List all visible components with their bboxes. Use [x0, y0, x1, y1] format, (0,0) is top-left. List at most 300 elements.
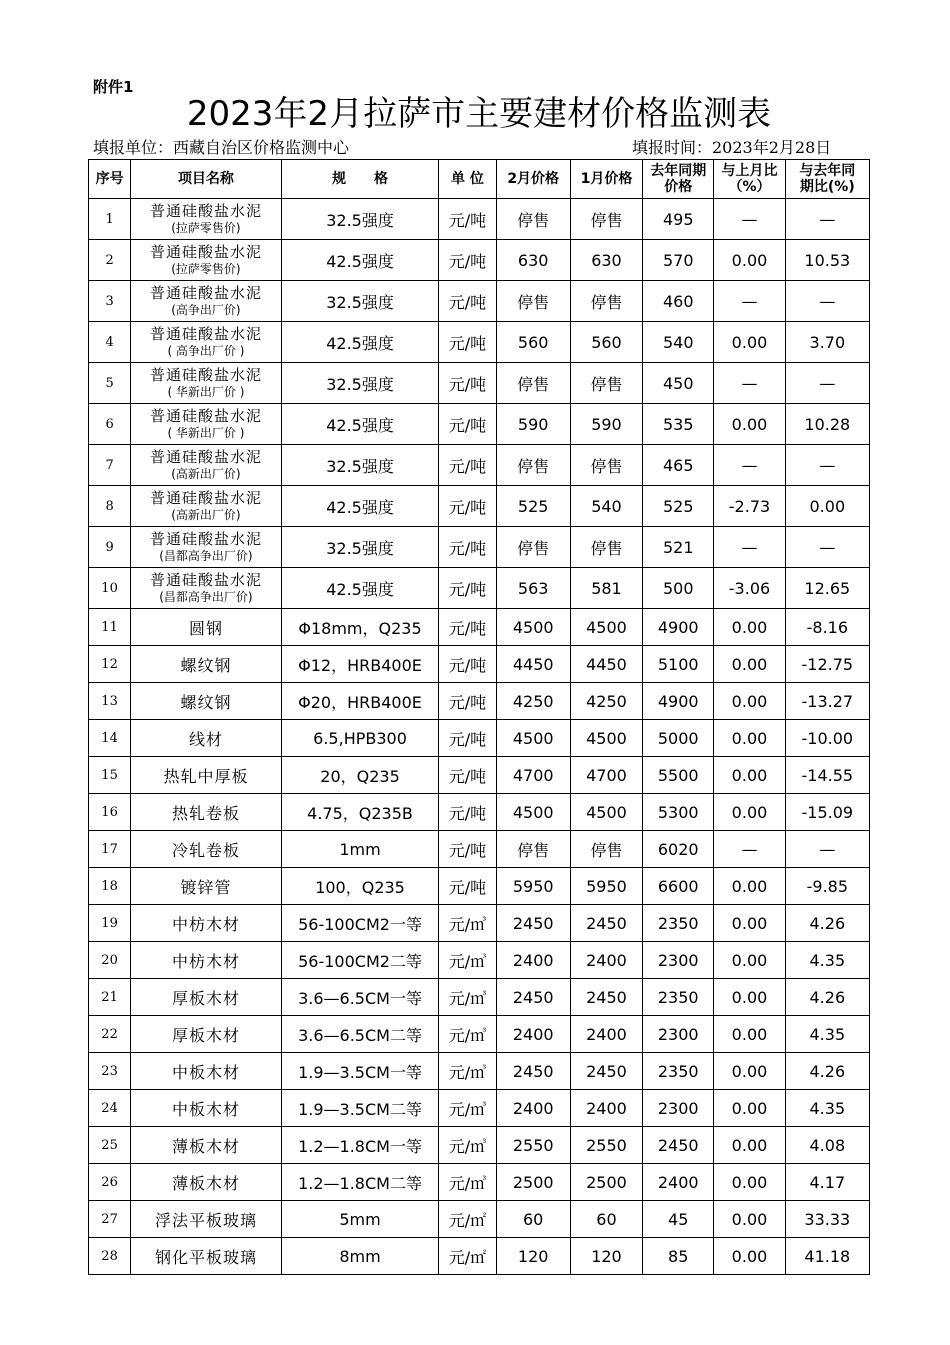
- yoy-cell: —: [785, 363, 869, 404]
- spec-cell: 56-100CM2一等: [281, 905, 439, 942]
- yoy-cell: 41.18: [785, 1238, 869, 1275]
- row-number: 6: [89, 404, 131, 445]
- table-row: [89, 527, 870, 568]
- row-number: 22: [89, 1016, 131, 1053]
- jan-price-cell: 2400: [570, 1090, 642, 1127]
- item-price-type: ( 高争出厂价 ): [167, 344, 245, 358]
- yoy-cell: —: [785, 199, 869, 240]
- header-unit: 单 位: [439, 160, 496, 199]
- item-name: 普通硅酸盐水泥: [149, 325, 262, 343]
- mom-cell: —: [714, 445, 785, 486]
- jan-price-cell: 4700: [570, 757, 642, 794]
- item-name-cell: 镀锌管: [131, 868, 282, 905]
- unit-cell: 元/吨: [439, 609, 496, 646]
- header-no: 序号: [89, 160, 131, 199]
- row-number: 12: [89, 646, 131, 683]
- jan-price-cell: 停售: [570, 199, 642, 240]
- spec-cell: 100，Q235: [281, 868, 439, 905]
- header-mom: [714, 160, 785, 199]
- mom-cell: 0.00: [714, 1127, 785, 1164]
- jan-price-cell: 581: [570, 568, 642, 609]
- header-yoy: [785, 160, 869, 199]
- table-row: [89, 868, 870, 905]
- table-row: [89, 404, 870, 445]
- header-yoy-line2: 期比(%): [799, 179, 855, 195]
- mom-cell: —: [714, 281, 785, 322]
- unit-cell: 元/㎥: [439, 1016, 496, 1053]
- yoy-cell: -12.75: [785, 646, 869, 683]
- lastyear-price-cell: 2300: [643, 942, 714, 979]
- spec-cell: 42.5强度: [281, 240, 439, 281]
- spec-cell: 1mm: [281, 831, 439, 868]
- yoy-cell: -8.16: [785, 609, 869, 646]
- jan-price-cell: 2450: [570, 1053, 642, 1090]
- item-name-cell: 中枋木材: [131, 905, 282, 942]
- item-name-cell: [131, 527, 282, 568]
- yoy-cell: 3.70: [785, 322, 869, 363]
- jan-price-cell: 60: [570, 1201, 642, 1238]
- yoy-cell: 4.35: [785, 1016, 869, 1053]
- yoy-cell: -10.00: [785, 720, 869, 757]
- item-price-type: (高争出厂价): [171, 303, 241, 317]
- item-name-cell: 厚板木材: [131, 979, 282, 1016]
- table-row: [89, 1164, 870, 1201]
- feb-price-cell: 2400: [496, 1090, 570, 1127]
- yoy-cell: 10.53: [785, 240, 869, 281]
- item-name: 普通硅酸盐水泥: [149, 571, 262, 589]
- spec-cell: 42.5强度: [281, 322, 439, 363]
- mom-cell: 0.00: [714, 942, 785, 979]
- lastyear-price-cell: 570: [643, 240, 714, 281]
- feb-price-cell: 2550: [496, 1127, 570, 1164]
- lastyear-price-cell: 4900: [643, 609, 714, 646]
- item-name-cell: 厚板木材: [131, 1016, 282, 1053]
- unit-cell: 元/吨: [439, 646, 496, 683]
- jan-price-cell: 540: [570, 486, 642, 527]
- spec-cell: 8mm: [281, 1238, 439, 1275]
- row-number: 26: [89, 1164, 131, 1201]
- feb-price-cell: 停售: [496, 281, 570, 322]
- item-name-cell: 中枋木材: [131, 942, 282, 979]
- item-name-cell: 热轧卷板: [131, 794, 282, 831]
- spec-cell: Φ20，HRB400E: [281, 683, 439, 720]
- yoy-cell: —: [785, 831, 869, 868]
- jan-price-cell: 2400: [570, 942, 642, 979]
- unit-cell: 元/㎡: [439, 1201, 496, 1238]
- row-number: 7: [89, 445, 131, 486]
- feb-price-cell: 停售: [496, 831, 570, 868]
- mom-cell: -2.73: [714, 486, 785, 527]
- table-row: [89, 486, 870, 527]
- filing-unit: 填报单位：西藏自治区价格监测中心: [93, 138, 350, 157]
- yoy-cell: 4.35: [785, 942, 869, 979]
- mom-cell: 0.00: [714, 1238, 785, 1275]
- lastyear-price-cell: 2400: [643, 1164, 714, 1201]
- item-name-cell: 螺纹钢: [131, 646, 282, 683]
- mom-cell: 0.00: [714, 720, 785, 757]
- yoy-cell: -13.27: [785, 683, 869, 720]
- lastyear-price-cell: 500: [643, 568, 714, 609]
- row-number: 1: [89, 199, 131, 240]
- jan-price-cell: 590: [570, 404, 642, 445]
- feb-price-cell: 2450: [496, 1053, 570, 1090]
- item-price-type: (昌都高争出厂价): [159, 549, 253, 563]
- lastyear-price-cell: 2300: [643, 1016, 714, 1053]
- jan-price-cell: 停售: [570, 281, 642, 322]
- unit-cell: 元/吨: [439, 720, 496, 757]
- row-number: 18: [89, 868, 131, 905]
- unit-cell: 元/㎡: [439, 1238, 496, 1275]
- mom-cell: 0.00: [714, 1016, 785, 1053]
- spec-cell: 1.2—1.8CM一等: [281, 1127, 439, 1164]
- spec-cell: 5mm: [281, 1201, 439, 1238]
- lastyear-price-cell: 525: [643, 486, 714, 527]
- jan-price-cell: 停售: [570, 445, 642, 486]
- table-row: [89, 905, 870, 942]
- item-name-cell: [131, 445, 282, 486]
- lastyear-price-cell: 521: [643, 527, 714, 568]
- mom-cell: 0.00: [714, 683, 785, 720]
- mom-cell: 0.00: [714, 1164, 785, 1201]
- header-spec: 规 格: [281, 160, 439, 199]
- yoy-cell: -14.55: [785, 757, 869, 794]
- table-row: [89, 1127, 870, 1164]
- yoy-cell: 4.26: [785, 1053, 869, 1090]
- unit-cell: 元/吨: [439, 281, 496, 322]
- item-name: 普通硅酸盐水泥: [149, 407, 262, 425]
- feb-price-cell: 590: [496, 404, 570, 445]
- mom-cell: 0.00: [714, 322, 785, 363]
- item-price-type: (拉萨零售价): [171, 221, 241, 235]
- jan-price-cell: 2550: [570, 1127, 642, 1164]
- row-number: 13: [89, 683, 131, 720]
- lastyear-price-cell: 2350: [643, 905, 714, 942]
- attachment-label: 附件1: [93, 78, 134, 96]
- item-name: 普通硅酸盐水泥: [149, 366, 262, 384]
- price-table: [88, 159, 870, 1275]
- lastyear-price-cell: 45: [643, 1201, 714, 1238]
- lastyear-price-cell: 6600: [643, 868, 714, 905]
- yoy-cell: —: [785, 445, 869, 486]
- yoy-cell: 4.26: [785, 905, 869, 942]
- jan-price-cell: 4500: [570, 609, 642, 646]
- yoy-cell: 4.17: [785, 1164, 869, 1201]
- spec-cell: 32.5强度: [281, 527, 439, 568]
- table-row: [89, 240, 870, 281]
- mom-cell: 0.00: [714, 646, 785, 683]
- table-row: [89, 831, 870, 868]
- unit-cell: 元/㎥: [439, 942, 496, 979]
- feb-price-cell: 2400: [496, 942, 570, 979]
- item-name-cell: 冷轧卷板: [131, 831, 282, 868]
- feb-price-cell: 2450: [496, 905, 570, 942]
- row-number: 11: [89, 609, 131, 646]
- table-row: [89, 322, 870, 363]
- jan-price-cell: 2400: [570, 1016, 642, 1053]
- table-row: [89, 942, 870, 979]
- mom-cell: 0.00: [714, 794, 785, 831]
- yoy-cell: -9.85: [785, 868, 869, 905]
- spec-cell: 32.5强度: [281, 445, 439, 486]
- unit-cell: 元/㎥: [439, 979, 496, 1016]
- row-number: 15: [89, 757, 131, 794]
- filing-time: 填报时间：2023年2月28日: [632, 138, 832, 157]
- row-number: 5: [89, 363, 131, 404]
- jan-price-cell: 5950: [570, 868, 642, 905]
- table-body: [89, 199, 870, 1275]
- jan-price-cell: 停售: [570, 527, 642, 568]
- header-lastyear-line1: 去年同期: [650, 163, 707, 179]
- yoy-cell: 4.08: [785, 1127, 869, 1164]
- item-name-cell: [131, 404, 282, 445]
- row-number: 27: [89, 1201, 131, 1238]
- feb-price-cell: 停售: [496, 445, 570, 486]
- unit-cell: 元/吨: [439, 683, 496, 720]
- spec-cell: 3.6—6.5CM一等: [281, 979, 439, 1016]
- spec-cell: Φ18mm，Q235: [281, 609, 439, 646]
- item-name-cell: [131, 322, 282, 363]
- row-number: 3: [89, 281, 131, 322]
- feb-price-cell: 2500: [496, 1164, 570, 1201]
- yoy-cell: —: [785, 281, 869, 322]
- row-number: 20: [89, 942, 131, 979]
- item-name-cell: 浮法平板玻璃: [131, 1201, 282, 1238]
- lastyear-price-cell: 85: [643, 1238, 714, 1275]
- feb-price-cell: 60: [496, 1201, 570, 1238]
- spec-cell: 56-100CM2二等: [281, 942, 439, 979]
- lastyear-price-cell: 5100: [643, 646, 714, 683]
- item-name: 普通硅酸盐水泥: [149, 284, 262, 302]
- feb-price-cell: 4250: [496, 683, 570, 720]
- mom-cell: 0.00: [714, 979, 785, 1016]
- item-name: 普通硅酸盐水泥: [149, 530, 262, 548]
- item-name-cell: 中板木材: [131, 1090, 282, 1127]
- table-row: [89, 646, 870, 683]
- row-number: 17: [89, 831, 131, 868]
- row-number: 8: [89, 486, 131, 527]
- item-name-cell: 热轧中厚板: [131, 757, 282, 794]
- feb-price-cell: 4450: [496, 646, 570, 683]
- item-name-cell: [131, 281, 282, 322]
- header-lastyear-line2: 价格: [664, 179, 693, 195]
- item-name: 普通硅酸盐水泥: [149, 489, 262, 507]
- item-name-cell: 螺纹钢: [131, 683, 282, 720]
- lastyear-price-cell: 5500: [643, 757, 714, 794]
- feb-price-cell: 4500: [496, 794, 570, 831]
- lastyear-price-cell: 6020: [643, 831, 714, 868]
- unit-cell: 元/吨: [439, 527, 496, 568]
- yoy-cell: 12.65: [785, 568, 869, 609]
- lastyear-price-cell: 495: [643, 199, 714, 240]
- jan-price-cell: 4500: [570, 720, 642, 757]
- spec-cell: 20，Q235: [281, 757, 439, 794]
- header-feb-price: 2月价格: [496, 160, 570, 199]
- feb-price-cell: 4500: [496, 720, 570, 757]
- feb-price-cell: 4500: [496, 609, 570, 646]
- feb-price-cell: 563: [496, 568, 570, 609]
- feb-price-cell: 4700: [496, 757, 570, 794]
- feb-price-cell: 630: [496, 240, 570, 281]
- mom-cell: —: [714, 831, 785, 868]
- unit-cell: 元/㎥: [439, 905, 496, 942]
- jan-price-cell: 停售: [570, 831, 642, 868]
- jan-price-cell: 4500: [570, 794, 642, 831]
- yoy-cell: 4.26: [785, 979, 869, 1016]
- page-title: 2023年2月拉萨市主要建材价格监测表: [186, 94, 772, 134]
- mom-cell: 0.00: [714, 404, 785, 445]
- spec-cell: 32.5强度: [281, 199, 439, 240]
- spec-cell: Φ12，HRB400E: [281, 646, 439, 683]
- item-name-cell: 钢化平板玻璃: [131, 1238, 282, 1275]
- lastyear-price-cell: 2350: [643, 1053, 714, 1090]
- table-row: [89, 1053, 870, 1090]
- table-row: [89, 363, 870, 404]
- feb-price-cell: 120: [496, 1238, 570, 1275]
- unit-cell: 元/㎥: [439, 1127, 496, 1164]
- table-row: [89, 281, 870, 322]
- spec-cell: 42.5强度: [281, 568, 439, 609]
- row-number: 10: [89, 568, 131, 609]
- mom-cell: 0.00: [714, 1053, 785, 1090]
- item-name: 普通硅酸盐水泥: [149, 448, 262, 466]
- lastyear-price-cell: 460: [643, 281, 714, 322]
- unit-cell: 元/吨: [439, 831, 496, 868]
- row-number: 4: [89, 322, 131, 363]
- table-row: [89, 683, 870, 720]
- item-name: 普通硅酸盐水泥: [149, 243, 262, 261]
- lastyear-price-cell: 2350: [643, 979, 714, 1016]
- row-number: 24: [89, 1090, 131, 1127]
- jan-price-cell: 2500: [570, 1164, 642, 1201]
- mom-cell: -3.06: [714, 568, 785, 609]
- item-price-type: ( 华新出厂价 ): [167, 385, 245, 399]
- table-row: [89, 794, 870, 831]
- mom-cell: 0.00: [714, 757, 785, 794]
- spec-cell: 42.5强度: [281, 404, 439, 445]
- jan-price-cell: 2450: [570, 979, 642, 1016]
- row-number: 25: [89, 1127, 131, 1164]
- header-jan-price: 1月价格: [570, 160, 642, 199]
- header-lastyear-price: [643, 160, 714, 199]
- row-number: 28: [89, 1238, 131, 1275]
- item-name-cell: [131, 486, 282, 527]
- row-number: 23: [89, 1053, 131, 1090]
- feb-price-cell: 525: [496, 486, 570, 527]
- jan-price-cell: 停售: [570, 363, 642, 404]
- table-header-row: [89, 160, 870, 199]
- lastyear-price-cell: 465: [643, 445, 714, 486]
- header-mom-line1: 与上月比: [721, 163, 778, 179]
- table-row: [89, 720, 870, 757]
- item-price-type: ( 华新出厂价 ): [167, 426, 245, 440]
- mom-cell: —: [714, 363, 785, 404]
- yoy-cell: 10.28: [785, 404, 869, 445]
- header-yoy-line1: 与去年同: [799, 163, 856, 179]
- row-number: 2: [89, 240, 131, 281]
- row-number: 21: [89, 979, 131, 1016]
- lastyear-price-cell: 2300: [643, 1090, 714, 1127]
- jan-price-cell: 120: [570, 1238, 642, 1275]
- feb-price-cell: 停售: [496, 199, 570, 240]
- yoy-cell: 33.33: [785, 1201, 869, 1238]
- unit-cell: 元/吨: [439, 568, 496, 609]
- mom-cell: 0.00: [714, 1090, 785, 1127]
- spec-cell: 1.9—3.5CM二等: [281, 1090, 439, 1127]
- unit-cell: 元/吨: [439, 240, 496, 281]
- yoy-cell: 4.35: [785, 1090, 869, 1127]
- feb-price-cell: 5950: [496, 868, 570, 905]
- jan-price-cell: 560: [570, 322, 642, 363]
- spec-cell: 32.5强度: [281, 363, 439, 404]
- table-row: [89, 1090, 870, 1127]
- unit-cell: 元/吨: [439, 486, 496, 527]
- mom-cell: 0.00: [714, 1201, 785, 1238]
- lastyear-price-cell: 535: [643, 404, 714, 445]
- table-row: [89, 568, 870, 609]
- spec-cell: 1.9—3.5CM一等: [281, 1053, 439, 1090]
- item-price-type: (拉萨零售价): [171, 262, 241, 276]
- table-row: [89, 609, 870, 646]
- item-name: 普通硅酸盐水泥: [149, 202, 262, 220]
- feb-price-cell: 停售: [496, 527, 570, 568]
- lastyear-price-cell: 540: [643, 322, 714, 363]
- mom-cell: 0.00: [714, 868, 785, 905]
- spec-cell: 32.5强度: [281, 281, 439, 322]
- feb-price-cell: 560: [496, 322, 570, 363]
- row-number: 16: [89, 794, 131, 831]
- spec-cell: 1.2—1.8CM二等: [281, 1164, 439, 1201]
- unit-cell: 元/㎥: [439, 1090, 496, 1127]
- lastyear-price-cell: 4900: [643, 683, 714, 720]
- unit-cell: 元/吨: [439, 363, 496, 404]
- feb-price-cell: 2400: [496, 1016, 570, 1053]
- mom-cell: 0.00: [714, 609, 785, 646]
- unit-cell: 元/吨: [439, 868, 496, 905]
- row-number: 19: [89, 905, 131, 942]
- lastyear-price-cell: 450: [643, 363, 714, 404]
- item-name-cell: 圆钢: [131, 609, 282, 646]
- feb-price-cell: 停售: [496, 363, 570, 404]
- unit-cell: 元/吨: [439, 404, 496, 445]
- spec-cell: 3.6—6.5CM二等: [281, 1016, 439, 1053]
- mom-cell: 0.00: [714, 905, 785, 942]
- item-price-type: (高新出厂价): [171, 508, 241, 522]
- yoy-cell: —: [785, 527, 869, 568]
- yoy-cell: -15.09: [785, 794, 869, 831]
- lastyear-price-cell: 5000: [643, 720, 714, 757]
- row-number: 9: [89, 527, 131, 568]
- unit-cell: 元/吨: [439, 445, 496, 486]
- jan-price-cell: 630: [570, 240, 642, 281]
- table-row: [89, 199, 870, 240]
- header-mom-line2: （%）: [728, 179, 771, 195]
- row-number: 14: [89, 720, 131, 757]
- table-row: [89, 1201, 870, 1238]
- unit-cell: 元/㎥: [439, 1164, 496, 1201]
- unit-cell: 元/吨: [439, 199, 496, 240]
- mom-cell: —: [714, 527, 785, 568]
- lastyear-price-cell: 2450: [643, 1127, 714, 1164]
- jan-price-cell: 4450: [570, 646, 642, 683]
- feb-price-cell: 2450: [496, 979, 570, 1016]
- mom-cell: —: [714, 199, 785, 240]
- table-row: [89, 757, 870, 794]
- item-name-cell: [131, 568, 282, 609]
- yoy-cell: 0.00: [785, 486, 869, 527]
- table-row: [89, 445, 870, 486]
- item-name-cell: [131, 363, 282, 404]
- spec-cell: 42.5强度: [281, 486, 439, 527]
